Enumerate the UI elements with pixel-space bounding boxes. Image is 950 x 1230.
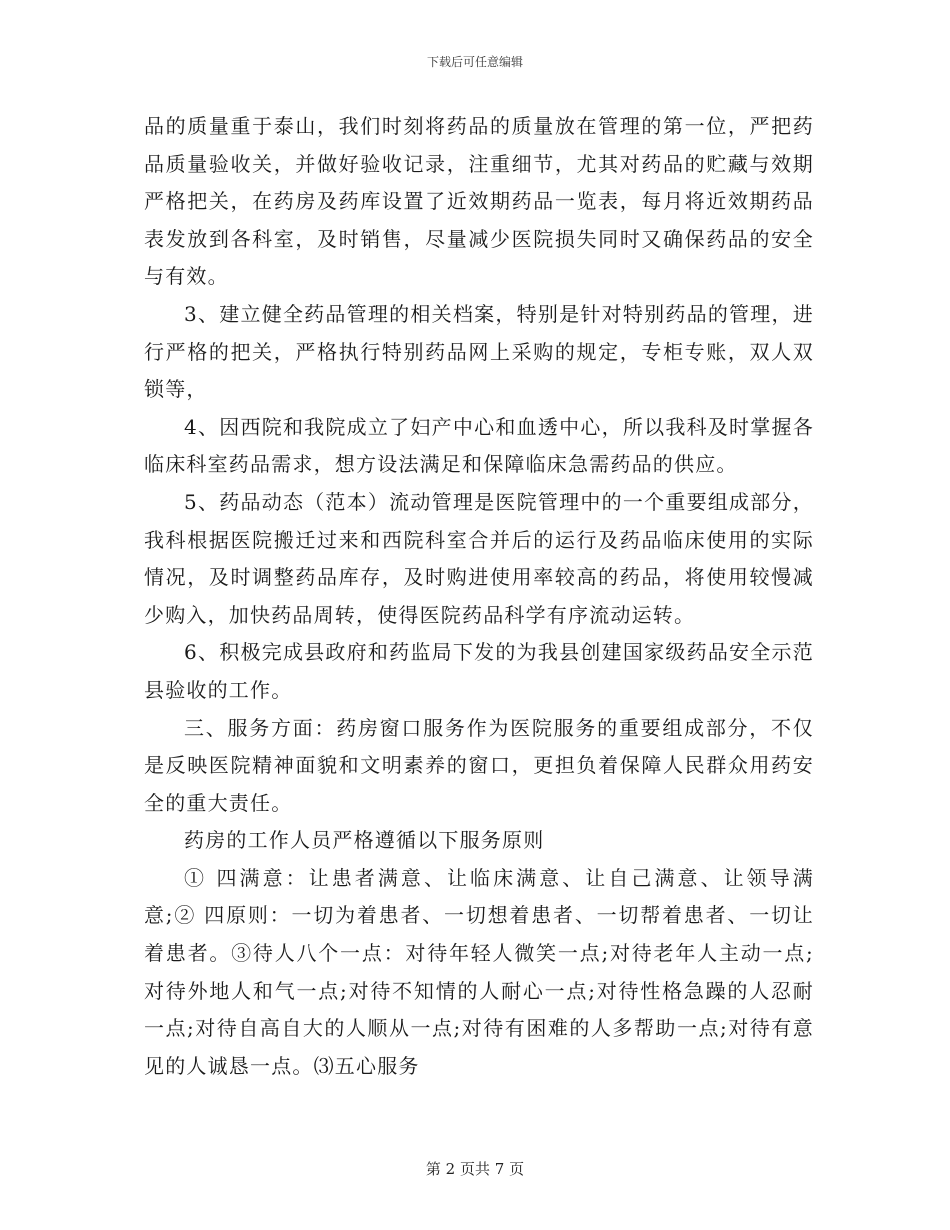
paragraph-item-6: 6、积极完成县政府和药监局下发的为我县创建国家级药品安全示范县验收的工作。 bbox=[144, 640, 814, 702]
paragraph-service-section: 三、服务方面：药房窗口服务作为医院服务的重要组成部分，不仅是反映医院精神面貌和文明素养的窗口，更担负着保障人民群众用药安全的重大责任。 bbox=[144, 715, 814, 815]
page-header: 下载后可任意编辑 bbox=[426, 55, 523, 69]
document-body bbox=[144, 108, 814, 1085]
paragraph-drug-quality: 品的质量重于泰山，我们时刻将药品的质量放在管理的第一位，严把药品质量验收关，并做好验收记录，注重细节，尤其对药品的贮藏与效期严格把关，在药房及药库设置了近效期药品一览表，每月将近效期药品表发放到各科室，及时销售，尽量减少医院损失同时又确保药品的安全与有效。 bbox=[144, 114, 814, 289]
paragraph-item-3: 3、建立健全药品管理的相关档案，特别是针对特别药品的管理，进行严格的把关，严格执行特别药品网上采购的规定，专柜专账，双人双锁等， bbox=[144, 301, 814, 402]
paragraph-item-4: 4、因西院和我院成立了妇产中心和血透中心，所以我科及时掌握各临床科室药品需求，想方设法满足和保障临床急需药品的供应。 bbox=[144, 414, 814, 477]
paragraph-service-principles-intro: 药房的工作人员严格遵循以下服务原则 bbox=[184, 828, 545, 853]
paragraph-service-principles: ① 四满意：让患者满意、让临床满意、让自己满意、让领导满意;② 四原则：一切为着患者、一切想着患者、一切帮着患者、一切让着患者。③待人八个一点：对待年轻人微笑一点;对待老年人主动一点;对待外地人和气一点;对待不知情的人耐心一点;对待性格急躁的人忍耐一点;对待自高自大的人顺从一点;对待有困难的人多帮助一点;对待有意见的人诚恳一点。⑶五心服务 bbox=[144, 865, 814, 1078]
page-footer: 第 2 页共 7 页 bbox=[425, 1160, 525, 1178]
paragraph-item-5: 5、药品动态（范本）流动管理是医院管理中的一个重要组成部分，我科根据医院搬迁过来和西院科室合并后的运行及药品临床使用的实际情况，及时调整药品库存，及时购进使用率较高的药品，将使用较慢减少购入，加快药品周转，使得医院药品科学有序流动运转。 bbox=[144, 489, 814, 627]
